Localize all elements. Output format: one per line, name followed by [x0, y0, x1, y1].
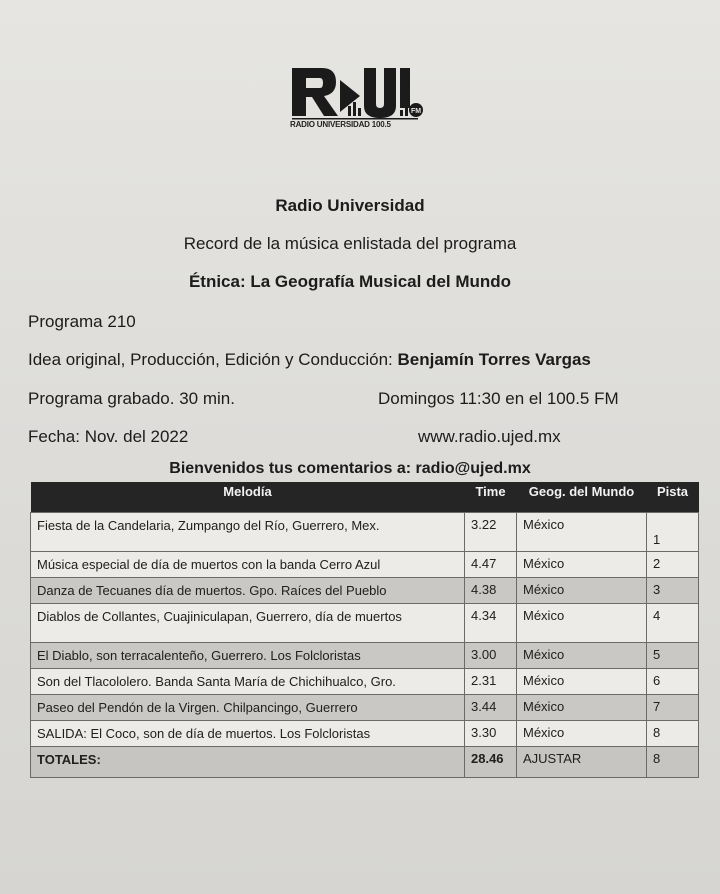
- document-subtitle: Record de la música enlistada del programa: [183, 234, 517, 253]
- region-cell: México: [517, 721, 647, 747]
- station-name: Radio Universidad: [275, 196, 425, 215]
- region-cell: México: [517, 552, 647, 578]
- totals-region: AJUSTAR: [517, 747, 647, 778]
- totals-track: 8: [647, 747, 699, 778]
- broadcast-schedule: Domingos 11:30 en el 100.5 FM: [378, 389, 619, 408]
- credits-line: [28, 350, 591, 370]
- table-row: [31, 643, 699, 669]
- program-date: Fecha: Nov. del 2022: [28, 427, 189, 446]
- track-cell: 1: [647, 513, 699, 552]
- table-row: [31, 578, 699, 604]
- track-cell: 2: [647, 552, 699, 578]
- time-cell: 4.47: [465, 552, 517, 578]
- region-cell: México: [517, 578, 647, 604]
- table-row: [31, 695, 699, 721]
- table-row: [31, 552, 699, 578]
- time-cell: 4.38: [465, 578, 517, 604]
- column-header-time: Time: [465, 482, 517, 513]
- totals-label: TOTALES:: [31, 747, 465, 778]
- time-cell: 2.31: [465, 669, 517, 695]
- region-cell: México: [517, 643, 647, 669]
- time-cell: 4.34: [465, 604, 517, 643]
- program-title: Étnica: La Geografía Musical del Mundo: [188, 272, 512, 291]
- melody-cell: Diablos de Collantes, Cuajiniculapan, Guerrero, día de muertos: [31, 604, 465, 643]
- melody-cell: Paseo del Pendón de la Virgen. Chilpancingo, Guerrero: [31, 695, 465, 721]
- time-cell: 3.44: [465, 695, 517, 721]
- melody-cell: Danza de Tecuanes día de muertos. Gpo. Raíces del Pueblo: [31, 578, 465, 604]
- column-header-region: Geog. del Mundo: [517, 482, 647, 513]
- melody-cell: El Diablo, son terracalenteño, Guerrero. Los Folcloristas: [31, 643, 465, 669]
- region-cell: México: [517, 513, 647, 552]
- time-cell: 3.30: [465, 721, 517, 747]
- totals-row: [31, 747, 699, 778]
- table-row: [31, 721, 699, 747]
- melody-cell: SALIDA: El Coco, son de día de muertos. Los Folcloristas: [31, 721, 465, 747]
- region-cell: México: [517, 669, 647, 695]
- track-cell: 6: [647, 669, 699, 695]
- recording-info: Programa grabado. 30 min.: [28, 389, 235, 408]
- track-cell: 5: [647, 643, 699, 669]
- comments-email: Bienvenidos tus comentarios a: radio@ujed.mx: [169, 460, 531, 477]
- column-header-track: Pista: [647, 482, 699, 513]
- program-number: Programa 210: [28, 312, 136, 331]
- table-header-row: [31, 482, 699, 513]
- track-cell: 7: [647, 695, 699, 721]
- track-cell: 8: [647, 721, 699, 747]
- column-header-melody: Melodía: [31, 482, 465, 513]
- playlist-table: [30, 482, 699, 778]
- region-cell: México: [517, 695, 647, 721]
- track-cell: 4: [647, 604, 699, 643]
- melody-cell: Fiesta de la Candelaria, Zumpango del Río, Guerrero, Mex.: [31, 513, 465, 552]
- credits-label: Idea original, Producción, Edición y Conducción:: [28, 350, 393, 369]
- logo-badge-text: FM: [410, 108, 422, 115]
- website-link[interactable]: www.radio.ujed.mx: [418, 427, 561, 446]
- track-cell: 3: [647, 578, 699, 604]
- table-row: [31, 604, 699, 643]
- melody-cell: Música especial de día de muertos con la banda Cerro Azul: [31, 552, 465, 578]
- melody-cell: Son del Tlacololero. Banda Santa María de Chichihualco, Gro.: [31, 669, 465, 695]
- totals-time: 28.46: [465, 747, 517, 778]
- logo-caption: RADIO UNIVERSIDAD 100.5: [290, 120, 391, 129]
- table-row: [31, 513, 699, 552]
- credits-name: Benjamín Torres Vargas: [397, 350, 591, 369]
- time-cell: 3.22: [465, 513, 517, 552]
- region-cell: México: [517, 604, 647, 643]
- time-cell: 3.00: [465, 643, 517, 669]
- table-row: [31, 669, 699, 695]
